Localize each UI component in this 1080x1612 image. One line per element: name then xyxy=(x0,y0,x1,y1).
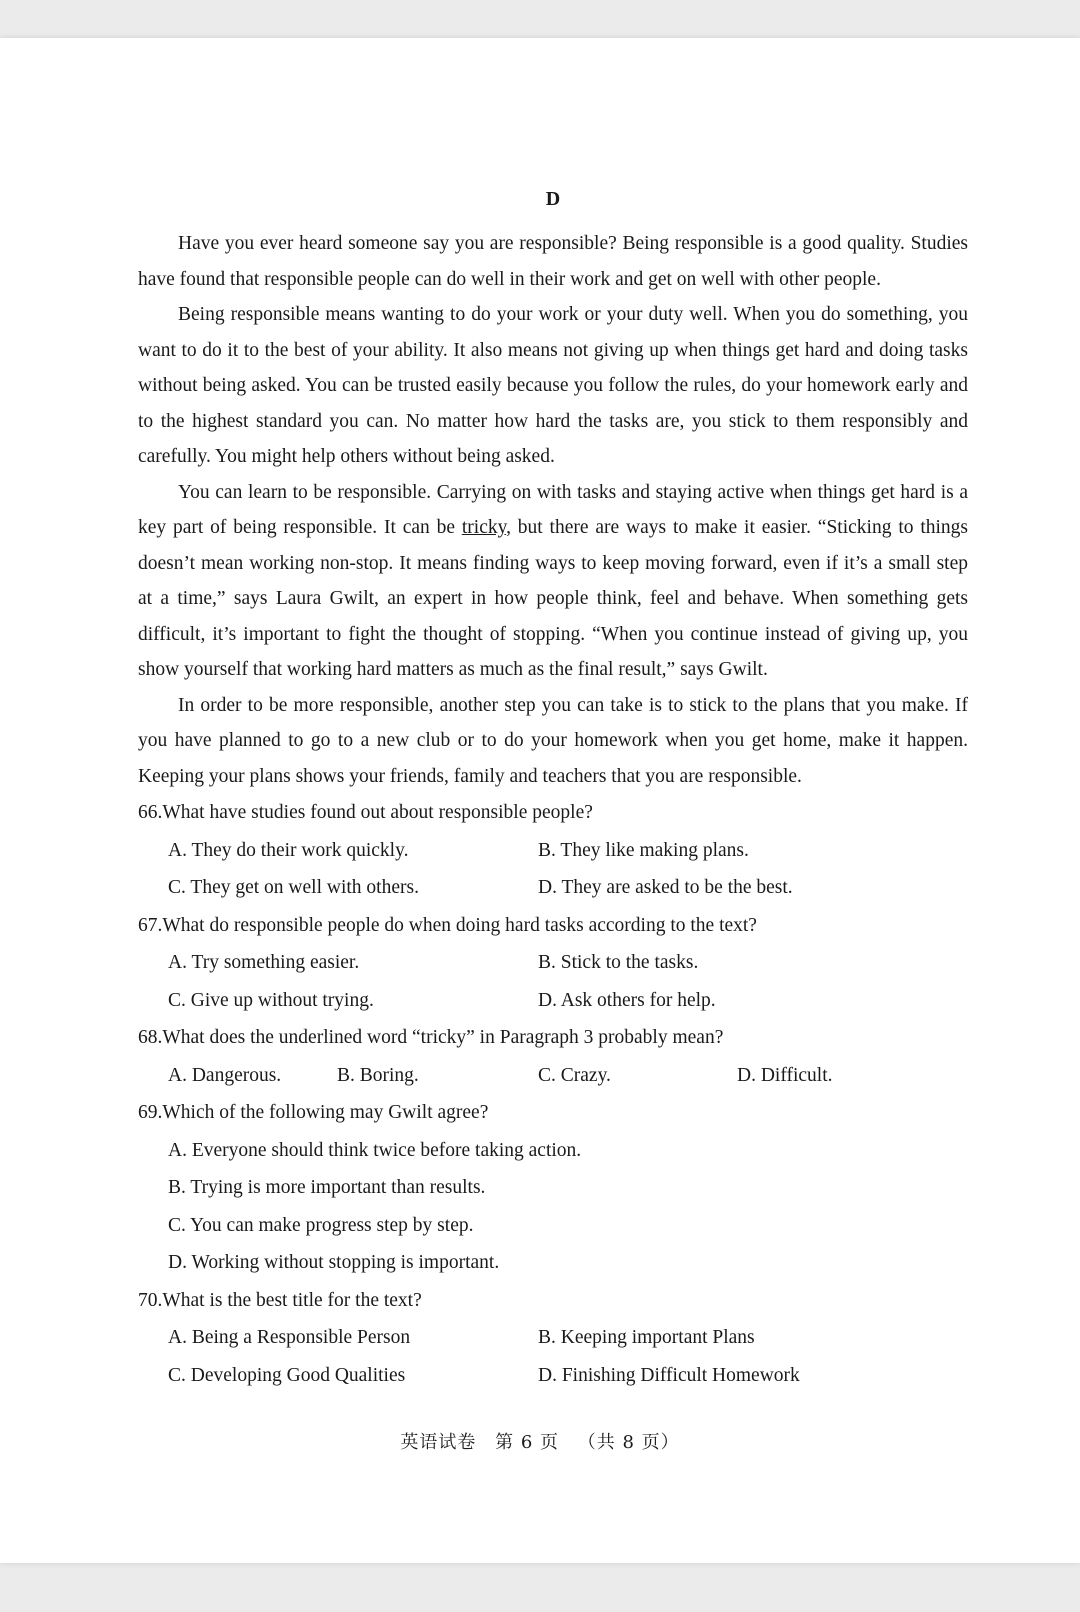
underlined-word-tricky: tricky xyxy=(461,517,507,538)
question-70-options-row-1 xyxy=(138,1319,968,1357)
question-66-options-row-1 xyxy=(138,832,968,870)
option-67-b: B. Stick to the tasks. xyxy=(538,952,699,973)
option-66-a: A. They do their work quickly. xyxy=(168,839,409,861)
option-67-a: A. Try something easier. xyxy=(168,952,360,973)
exam-page xyxy=(0,38,1080,1563)
option-70-a: A. Being a Responsible Person xyxy=(168,1327,411,1348)
question-70-options-row-2 xyxy=(138,1357,968,1395)
question-66-options-row-2 xyxy=(138,869,968,907)
footer-page-number: 第 6 页 xyxy=(495,1432,559,1453)
paragraph-3-text-before: You can learn to be responsible. Carrying on with tasks and staying active when things get hard is a key part of being responsible. It can be xyxy=(138,481,968,538)
section-heading: D xyxy=(545,188,561,210)
question-69: 69.Which of the following may Gwilt agree? xyxy=(138,1102,489,1123)
option-68-a: A. Dangerous. xyxy=(168,1064,282,1086)
option-67-c: C. Give up without trying. xyxy=(168,989,374,1011)
option-67-d: D. Ask others for help. xyxy=(538,989,716,1011)
passage-paragraph-3 xyxy=(138,475,968,688)
question-68: 68.What does the underlined word “tricky” in Paragraph 3 probably mean? xyxy=(138,1027,724,1048)
question-66: 66.What have studies found out about responsible people? xyxy=(138,802,593,823)
option-69-c: C. You can make progress step by step. xyxy=(168,1214,474,1236)
question-70: 70.What is the best title for the text? xyxy=(138,1289,422,1311)
option-68-c: C. Crazy. xyxy=(538,1064,611,1086)
option-69-a: A. Everyone should think twice before taking action. xyxy=(168,1139,582,1161)
question-67-options-row-2 xyxy=(138,982,968,1020)
option-66-b: B. They like making plans. xyxy=(538,839,749,861)
footer-subject: 英语试卷 xyxy=(400,1432,477,1453)
footer-total-pages: （共 8 页） xyxy=(577,1432,680,1453)
option-69-d: D. Working without stopping is important. xyxy=(168,1252,500,1273)
option-66-d: D. They are asked to be the best. xyxy=(538,877,793,898)
passage-paragraph-1: Have you ever heard someone say you are responsible? Being responsible is a good quality. Studies have found that responsible people can do well in their work and get on well with other people. xyxy=(138,233,968,290)
question-68-options-row xyxy=(138,1057,968,1095)
option-70-d: D. Finishing Difficult Homework xyxy=(538,1364,800,1386)
option-68-d: D. Difficult. xyxy=(737,1064,833,1086)
option-69-b: B. Trying is more important than results. xyxy=(168,1177,486,1198)
option-70-c: C. Developing Good Qualities xyxy=(168,1364,406,1386)
question-67-options-row-1 xyxy=(138,944,968,982)
option-66-c: C. They get on well with others. xyxy=(168,877,419,898)
passage-paragraph-2: Being responsible means wanting to do your work or your duty well. When you do something, you want to do it to the best of your ability. It also means not giving up when things get hard and doing tasks without being asked. You can be trusted easily because you follow the rules, do your homework early and to the highest standard you can. No matter how hard the tasks are, you stick to them responsibly and carefully. You might help others without being asked. xyxy=(138,304,968,467)
question-67: 67.What do responsible people do when doing hard tasks according to the text? xyxy=(138,914,757,936)
option-70-b: B. Keeping important Plans xyxy=(538,1327,755,1348)
page-content xyxy=(138,186,968,1394)
option-68-b: B. Boring. xyxy=(337,1064,419,1086)
page-footer xyxy=(0,1428,1080,1454)
paragraph-3-text-after: , but there are ways to make it easier. “Sticking to things doesn’t mean working non-stop. It means finding ways to keep moving forward, even if it’s a small step at a time,” says Laura Gwilt, an expert in how people think, feel and behave. When something gets difficult, it’s important to fight the thought of stopping. “When you continue instead of giving up, you show yourself that working hard matters as much as the final result,” says Gwilt. xyxy=(138,517,968,680)
passage-paragraph-4: In order to be more responsible, another step you can take is to stick to the plans that you make. If you have planned to go to a new club or to do your homework when you get home, make it happen. Keeping your plans shows your friends, family and teachers that you are responsible. xyxy=(138,694,968,787)
